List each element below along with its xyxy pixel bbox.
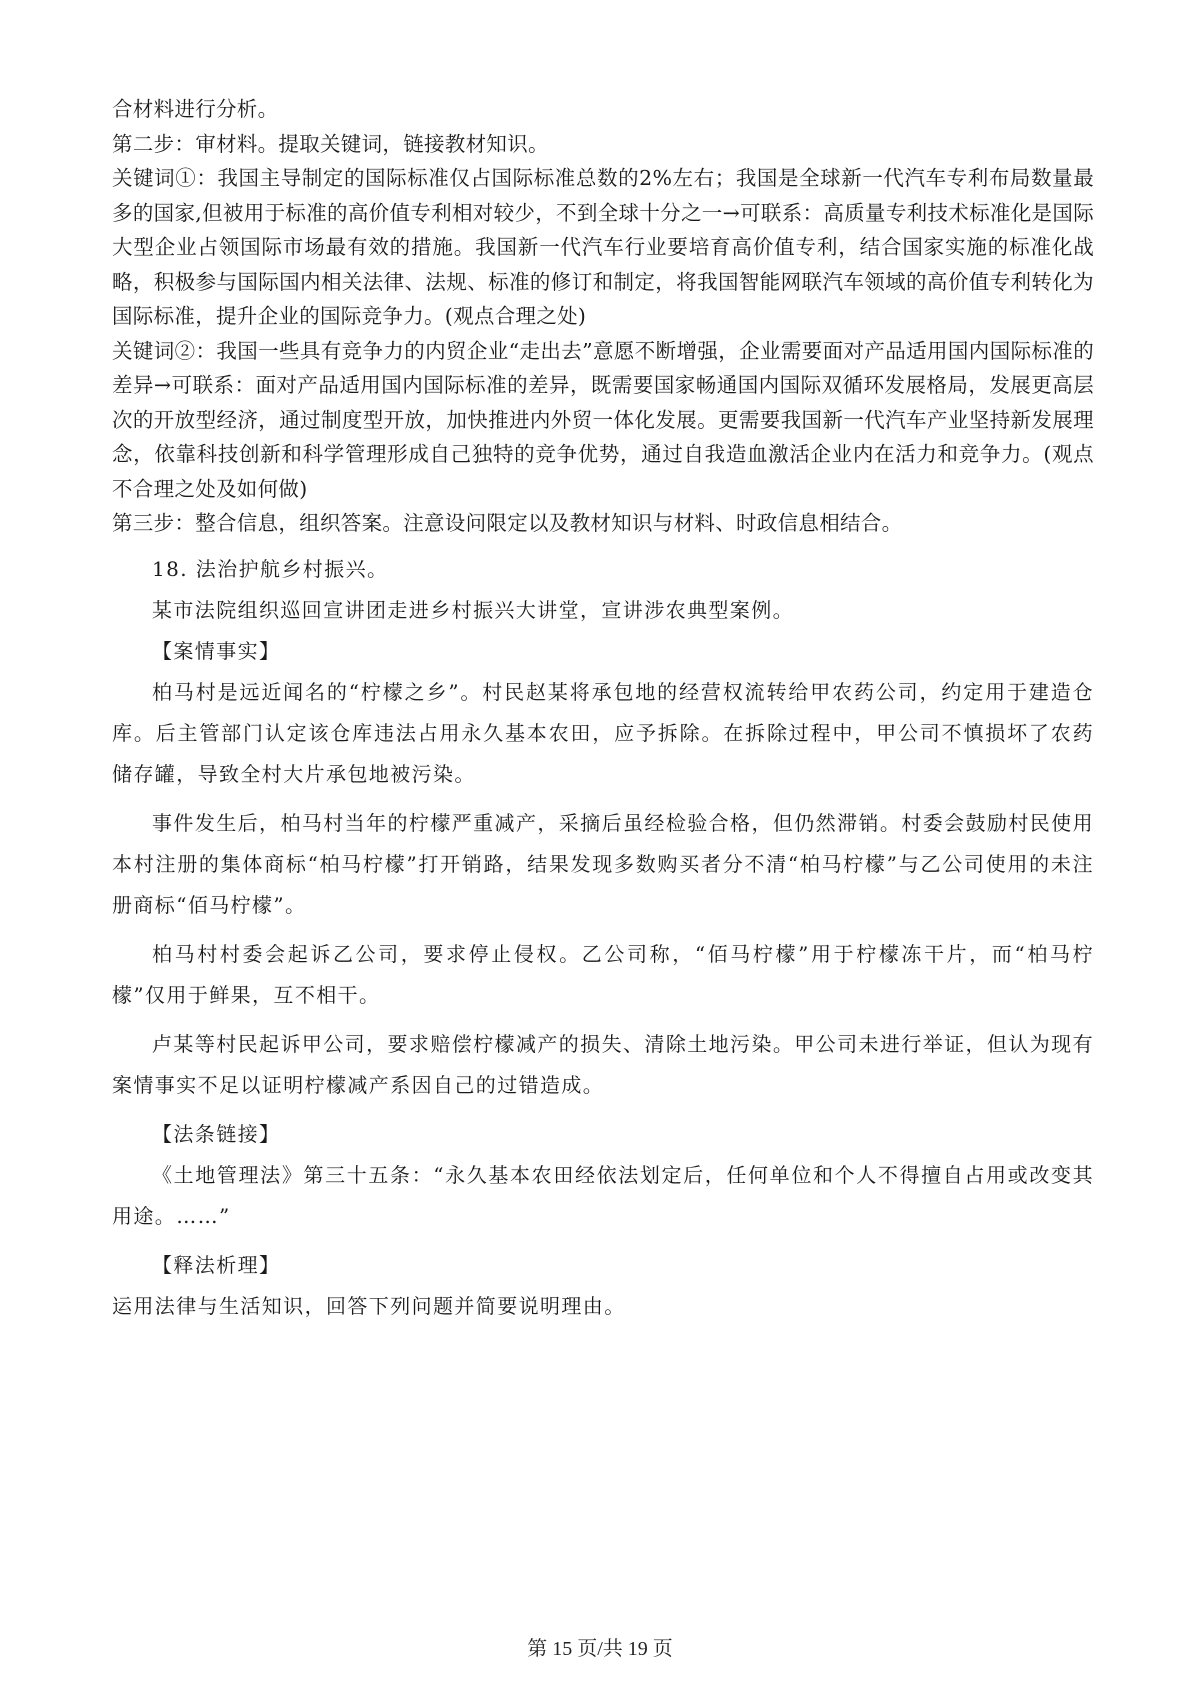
page-content (112, 92, 1094, 1327)
section-heading-facts: 【案情事实】 (152, 638, 281, 663)
case-fact-paragraph: 卢某等村民起诉甲公司，要求赔偿柠檬减产的损失、清除土地污染。甲公司未进行举证，但认为现有案情事实不足以证明柠檬减产系因自己的过错造成。 (112, 1031, 1094, 1097)
question-instruction: 运用法律与生活知识，回答下列问题并简要说明理由。 (112, 1293, 626, 1318)
answer-keyword-one: 关键词①：我国主导制定的国际标准仅占国际标准总数的2%左右；我国是全球新一代汽车专利布局数量最多的国家,但被用于标准的高价值专利相对较少，不到全球十分之一→可联系：高质量专利技术标准化是国际大型企业占领国际市场最有效的措施。我国新一代汽车行业要培育高价值专利，结合国家实施的标准化战略，积极参与国际国内相关法律、法规、标准的修订和制定，将我国智能网联汽车领域的高价值专利转化为国际标准，提升企业的国际竞争力。(观点合理之处) (112, 166, 1094, 328)
answer-step-two: 第二步：审材料。提取关键词，链接教材知识。 (112, 131, 549, 156)
page-number: 第 15 页/共 19 页 (527, 1638, 673, 1660)
case-fact-paragraph: 事件发生后，柏马村当年的柠檬严重减产，采摘后虽经检验合格，但仍然滞销。村委会鼓励村民使用本村注册的集体商标“柏马柠檬”打开销路，结果发现多数购买者分不清“柏马柠檬”与乙公司使用的未注册商标“佰马柠檬”。 (112, 810, 1094, 917)
question-intro: 某市法院组织巡回宣讲团走进乡村振兴大讲堂，宣讲涉农典型案例。 (152, 597, 794, 622)
section-heading-analysis: 【释法析理】 (152, 1252, 281, 1277)
answer-line: 合材料进行分析。 (112, 97, 279, 121)
question-18 (112, 549, 1094, 1327)
law-article-text: 《土地管理法》第三十五条：“永久基本农田经依法划定后，任何单位和个人不得擅自占用或改变其用途。……” (112, 1162, 1094, 1228)
answer-keyword-two: 关键词②：我国一些具有竞争力的内贸企业“走出去”意愿不断增强，企业需要面对产品适用国内国际标准的差异→可联系：面对产品适用国内国际标准的差异，既需要国家畅通国内国际双循环发展格局，发展更高层次的开放型经济，通过制度型开放，加快推进内外贸一体化发展。更需要我国新一代汽车产业坚持新发展理念，依靠科技创新和科学管理形成自己独特的竞争优势，通过自我造血激活企业内在活力和竞争力。(观点不合理之处及如何做) (112, 338, 1094, 501)
answer-step-three: 第三步：整合信息，组织答案。注意设问限定以及教材知识与材料、时政信息相结合。 (112, 511, 903, 535)
question-title: 18. 法治护航乡村振兴。 (152, 556, 389, 581)
answer-analysis (112, 92, 1094, 541)
section-heading-law: 【法条链接】 (152, 1121, 281, 1146)
case-fact-paragraph: 柏马村村委会起诉乙公司，要求停止侵权。乙公司称，“佰马柠檬”用于柠檬冻干片，而“柏马柠檬”仅用于鲜果，互不相干。 (112, 941, 1094, 1007)
case-fact-paragraph: 柏马村是远近闻名的“柠檬之乡”。村民赵某将承包地的经营权流转给甲农药公司，约定用于建造仓库。后主管部门认定该仓库违法占用永久基本农田，应予拆除。在拆除过程中，甲公司不慎损坏了农药储存罐，导致全村大片承包地被污染。 (112, 679, 1094, 786)
